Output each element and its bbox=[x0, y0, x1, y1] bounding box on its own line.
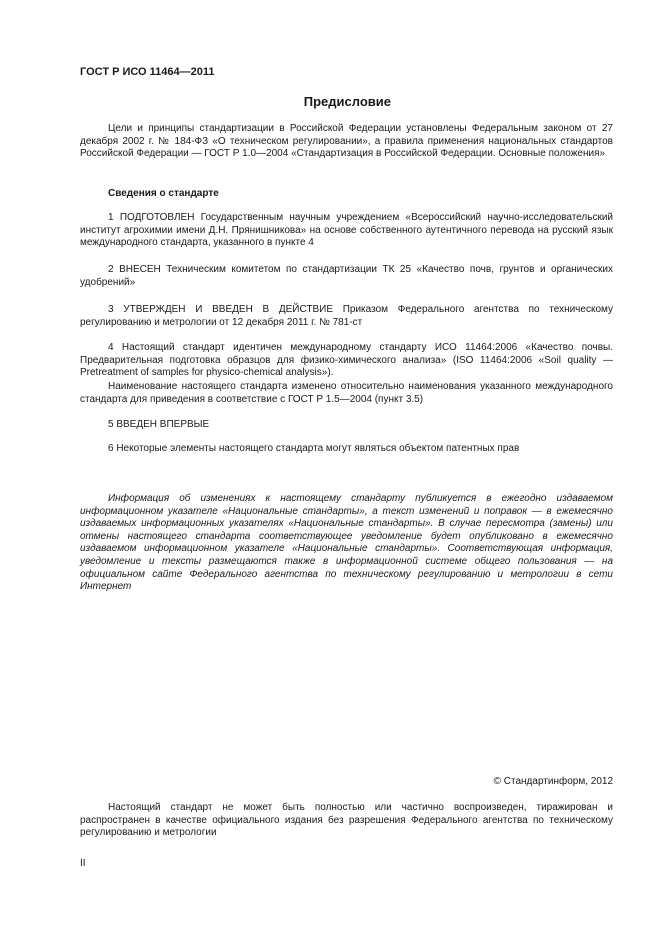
item-5: 5 ВВЕДЕН ВПЕРВЫЕ bbox=[108, 419, 210, 430]
item-3: 3 УТВЕРЖДЕН И ВВЕДЕН В ДЕЙСТВИЕ Приказом Федерального агентства по техническому регулированию и метрологии от 12 декабря 2011 г. № 781-ст bbox=[80, 304, 613, 328]
item-6: 6 Некоторые элементы настоящего стандарта могут являться объектом патентных прав bbox=[108, 443, 520, 454]
item-4: 4 Настоящий стандарт идентичен международному стандарту ИСО 11464:2006 «Качество почвы. Предварительная подготовка образцов для физико-химического анализа» (ISO 11464:2006 «Soil quality — Pretreatment of samples for physico-chemical analysis»). bbox=[80, 342, 613, 379]
reproduction-notice: Настоящий стандарт не может быть полностью или частично воспроизведен, тиражирован и распространен в качестве официального издания без разрешения Федерального агентства по техническому регулированию и метрологии bbox=[80, 802, 613, 839]
preface-title: Предисловие bbox=[303, 94, 391, 109]
item-2: 2 ВНЕСЕН Техническим комитетом по стандартизации ТК 25 «Качество почв, грунтов и органических удобрений» bbox=[80, 264, 613, 288]
item-1: 1 ПОДГОТОВЛЕН Государственным научным учреждением «Всероссийский научно-исследовательский институт агрохимии имени Д.Н. Прянишникова» на основе собственного аутентичного перевода на русский язык международного стандарта, указанного в пункте 4 bbox=[80, 212, 613, 249]
intro-paragraph: Цели и принципы стандартизации в Российской Федерации установлены Федеральным законом от 27 декабря 2002 г. № 184-ФЗ «О техническом регулировании», а правила применения национальных стандартов Российской Федерации — ГОСТ Р 1.0—2004 «Стандартизация в Российской Федерации. Основные положения» bbox=[80, 123, 613, 160]
copyright: © Стандартинформ, 2012 bbox=[493, 776, 613, 787]
item-4-note: Наименование настоящего стандарта изменено относительно наименования указанного международного стандарта для приведения в соответствие с ГОСТ Р 1.5—2004 (пункт 3.5) bbox=[80, 381, 613, 405]
page-title bbox=[80, 94, 613, 109]
changes-information: Информация об изменениях к настоящему стандарту публикуется в ежегодно издаваемом информационном указателе «Национальные стандарты», а текст изменений и поправок — в ежемесячно издаваемых информационных указателях «Национальные стандарты». В случае пересмотра (замены) или отмены настоящего стандарта соответствующее уведомление будет опубликовано в ежемесячно издаваемом информационном указателе «Национальные стандарты». Соответствующая информация, уведомление и тексты размещаются также в информационной системе общего пользования — на официальном сайте Федерального агентства по техническому регулированию и метрологии в сети Интернет bbox=[80, 493, 613, 593]
page-number: II bbox=[80, 858, 86, 869]
info-heading: Сведения о стандарте bbox=[108, 188, 219, 199]
document-code: ГОСТ Р ИСО 11464—2011 bbox=[80, 66, 215, 78]
